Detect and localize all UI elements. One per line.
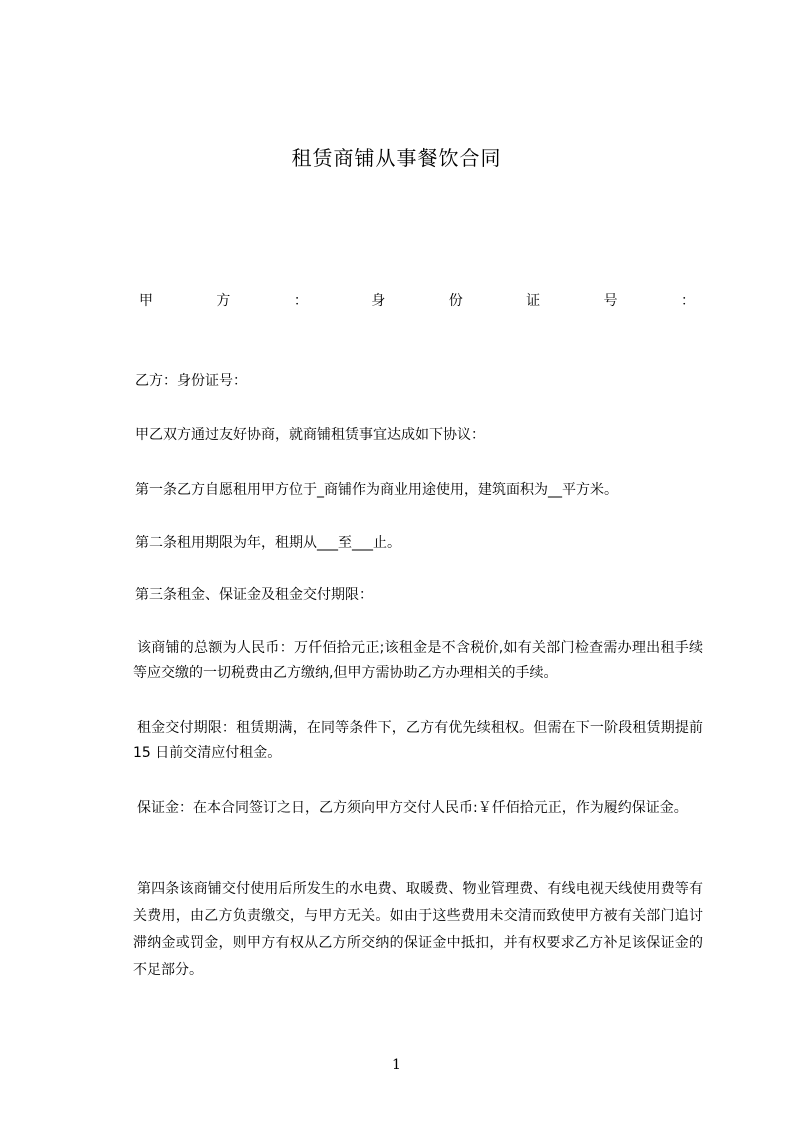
page-number: 1 (392, 1057, 401, 1073)
article-1: 第一条乙方自愿租用甲方位于_商铺作为商业用途使用，建筑面积为__平方米。 (135, 482, 618, 498)
document-title: 租赁商铺从事餐饮合同 (291, 146, 502, 170)
party-b-line: 乙方：身份证号： (135, 373, 247, 389)
article-2: 第二条租用期限为年，租期从___至___止。 (135, 535, 401, 551)
party-a-char: 份 (448, 293, 463, 309)
party-a-char: 号 (603, 293, 618, 309)
article-3: 第三条租金、保证金及租金交付期限： (135, 587, 373, 603)
rent-total-paragraph: 该商铺的总额为人民币：万仟佰拾元正;该租金是不含税价,如有关部门检查需办理出租手续等应交缴的一切税费由乙方缴纳,但甲方需协助乙方办理相关的手续。 (133, 640, 703, 681)
party-a-char: 身 (371, 293, 386, 309)
party-a-line (139, 291, 695, 311)
intro-paragraph: 甲乙双方通过友好协商，就商铺租赁事宜达成如下协议： (135, 427, 485, 443)
deposit-paragraph: 保证金：在本合同签订之日，乙方须向甲方交付人民币:￥仟佰拾元正，作为履约保证金。 (137, 800, 688, 816)
article-4: 第四条该商铺交付使用后所发生的水电费、取暖费、物业管理费、有线电视天线使用费等有关费用，由乙方负责缴交，与甲方无关。如由于这些费用未交清而致使甲方被有关部门追讨滞纳金或罚金，则甲方有权从乙方所交纳的保证金中抵扣，并有权要求乙方补足该保证金的不足部分。 (133, 881, 703, 978)
party-a-char: ： (680, 293, 695, 309)
party-a-char: 方 (216, 293, 231, 309)
party-a-char: 证 (526, 293, 541, 309)
party-a-char: ： (293, 293, 308, 309)
party-a-char: 甲 (139, 293, 153, 309)
rent-payment-paragraph: 租金交付期限：租赁期满，在同等条件下，乙方有优先续租权。但需在下一阶段租赁期提前 15 日前交清应付租金。 (133, 720, 703, 761)
